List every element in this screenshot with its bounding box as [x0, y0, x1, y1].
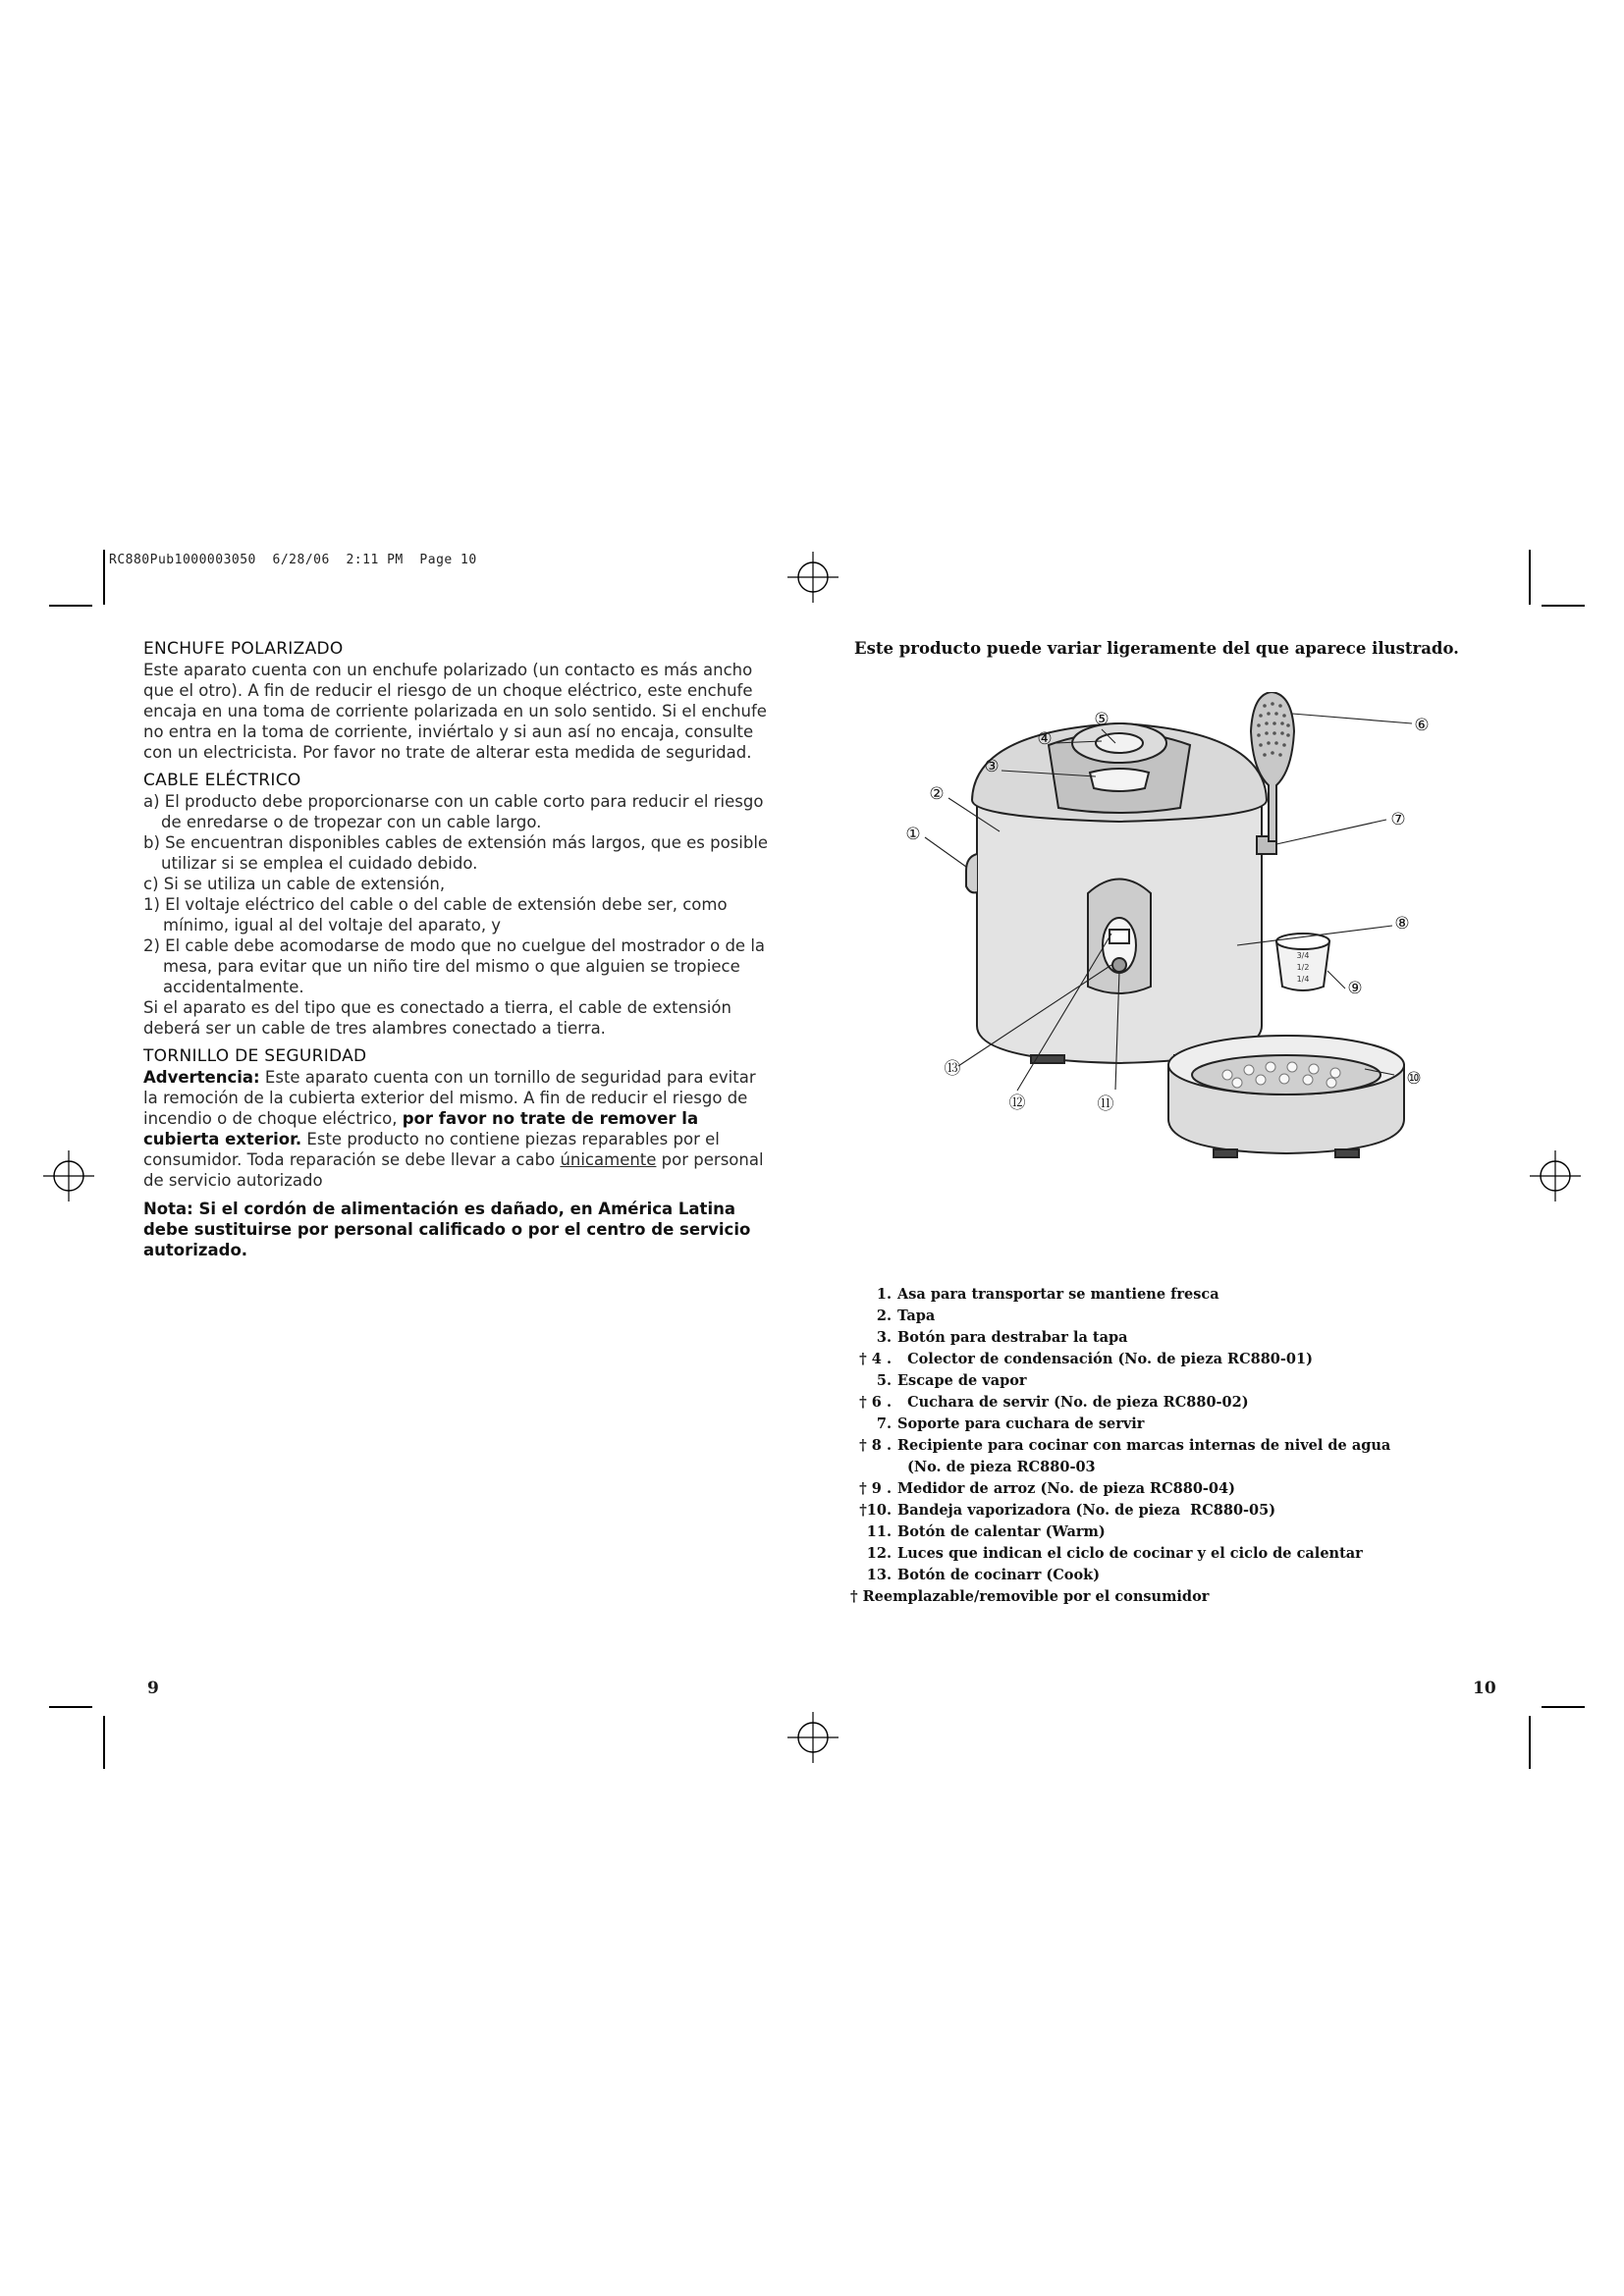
- list-item: [850, 1414, 1557, 1435]
- crop-mark: [49, 1706, 92, 1708]
- advertencia-label: Advertencia:: [143, 1068, 260, 1087]
- part-name: Cuchara de servir (No. de pieza RC880-02): [897, 1394, 1249, 1411]
- rice-cooker-diagram: [884, 692, 1434, 1202]
- part-number: † 9 .: [859, 1480, 892, 1497]
- carry-handle: [966, 854, 977, 892]
- crop-mark: [1542, 605, 1585, 607]
- list-item: [850, 1306, 1557, 1327]
- part-number: †10.: [859, 1502, 892, 1519]
- part-name: Botón para destrabar la tapa: [897, 1329, 1128, 1346]
- part-number: 7.: [876, 1415, 892, 1432]
- callout-2: ②: [929, 784, 945, 804]
- part-name: Bandeja vaporizadora (No. de pieza RC880-05): [897, 1502, 1276, 1519]
- tornillo-bold: por favor no trate de remover la cubierta exterior.: [143, 1109, 699, 1148]
- callout-3: ③: [984, 757, 1000, 776]
- list-item: [850, 1457, 1557, 1478]
- part-name: Botón de calentar (Warm): [897, 1523, 1106, 1540]
- footnote: † Reemplazable/removible por el consumidor: [850, 1588, 1210, 1605]
- part-name: Escape de vapor: [897, 1372, 1027, 1389]
- registration-mark: [1528, 1148, 1583, 1203]
- crop-mark: [103, 1716, 105, 1769]
- list-item: [850, 1370, 1557, 1392]
- cable-item-c: c) Si se utiliza un cable de extensión,: [143, 875, 446, 893]
- part-name: (No. de pieza RC880-03: [907, 1459, 1096, 1475]
- parts-list: [850, 1284, 1557, 1608]
- list-item: [850, 1435, 1557, 1457]
- part-number: 13.: [866, 1567, 892, 1583]
- crop-mark: [1529, 1716, 1531, 1769]
- part-number: 12.: [866, 1545, 892, 1562]
- page-number-left: 9: [147, 1679, 159, 1698]
- callout-8: ⑧: [1394, 914, 1410, 934]
- crop-mark: [1542, 1706, 1585, 1708]
- tornillo-text-2: Este producto no contiene piezas reparables por el consumidor. Toda reparación se debe llevar a cabo: [143, 1130, 720, 1169]
- part-name: Botón de cocinarr (Cook): [897, 1567, 1101, 1583]
- part-number: 3.: [876, 1329, 892, 1346]
- part-number: 5.: [876, 1372, 892, 1389]
- list-item: [850, 1543, 1557, 1565]
- list-item: [850, 1500, 1557, 1522]
- tornillo-text-3: por personal de servicio autorizado: [143, 1150, 764, 1190]
- tornillo-text-1: Este aparato cuenta con un tornillo de seguridad para evitar la remoción de la cubierta exterior del mismo. A fin de reducir el riesgo de incendio o de choque eléctrico,: [143, 1068, 756, 1128]
- list-item: [850, 1327, 1557, 1349]
- part-number: † 4 .: [859, 1351, 892, 1367]
- cup-mark: 3/4: [1296, 951, 1310, 960]
- part-number: † 8 .: [859, 1437, 892, 1454]
- callout-12: ⑫: [1008, 1094, 1026, 1113]
- part-number: † 6 .: [859, 1394, 892, 1411]
- callout-6: ⑥: [1414, 716, 1430, 735]
- intro-text: Este producto puede variar ligeramente del que aparece ilustrado.: [854, 639, 1459, 658]
- list-item: [850, 1522, 1557, 1543]
- heading-cable: CABLE ELÉCTRICO: [143, 771, 301, 790]
- lid-release-button: [1090, 769, 1149, 791]
- section-enchufe: [143, 639, 772, 763]
- part-name: Tapa: [897, 1308, 936, 1324]
- crop-mark: [103, 550, 105, 605]
- page-number-right: 10: [1473, 1679, 1496, 1698]
- enchufe-text: Este aparato cuenta con un enchufe polarizado (un contacto es más ancho que el otro). A fin de reducir el riesgo de un choque eléctrico, este enchufe encaja en una toma de corriente polarizada en un solo sentido. Si el enchufe no entra en la toma de corriente, inviértalo y si aun así no encaja, consulte con un electricista. Por favor no trate de alterar esta medida de seguridad.: [143, 661, 767, 762]
- crop-mark: [1529, 550, 1531, 605]
- cup-mark: 1/2: [1296, 963, 1310, 972]
- section-tornillo: [143, 1046, 772, 1191]
- part-name: Medidor de arroz (No. de pieza RC880-04): [897, 1480, 1235, 1497]
- cup-mark: 1/4: [1296, 975, 1310, 984]
- cable-item-b: b) Se encuentran disponibles cables de extensión más largos, que es posible utilizar si se emplea el cuidado debido.: [143, 833, 769, 873]
- part-name: Asa para transportar se mantiene fresca: [897, 1286, 1219, 1303]
- tornillo-text: [143, 1067, 772, 1191]
- callout-9: ⑨: [1347, 979, 1363, 998]
- callout-7: ⑦: [1390, 810, 1406, 829]
- cable-tierra-text: Si el aparato es del tipo que es conectado a tierra, el cable de extensión deberá ser un cable de tres alambres conectado a tierra.: [143, 998, 731, 1038]
- cable-item-c1: 1) El voltaje eléctrico del cable o del cable de extensión debe ser, como mínimo, igual al del voltaje del aparato, y: [143, 895, 728, 934]
- print-slug: RC880Pub1000003050 6/28/06 2:11 PM Page 10: [109, 553, 477, 567]
- part-name: Recipiente para cocinar con marcas internas de nivel de agua: [897, 1437, 1391, 1454]
- nota-text: Nota: Si el cordón de alimentación es dañado, en América Latina debe sustituirse por personal calificado o por el centro de servicio autorizado.: [143, 1200, 751, 1259]
- callout-10: ⑩: [1406, 1069, 1422, 1089]
- list-item: [850, 1392, 1557, 1414]
- part-number: 2.: [876, 1308, 892, 1324]
- cook-button: [1112, 958, 1126, 972]
- callout-13: ⑬: [944, 1059, 961, 1079]
- callout-1: ①: [905, 825, 921, 844]
- list-item: [850, 1349, 1557, 1370]
- callout-4: ④: [1037, 729, 1053, 749]
- part-name: Luces que indican el ciclo de cocinar y el ciclo de calentar: [897, 1545, 1363, 1562]
- indicator-lights: [1110, 930, 1129, 943]
- list-item: [850, 1565, 1557, 1586]
- list-item: [850, 1284, 1557, 1306]
- left-column: [143, 639, 772, 1260]
- part-name: Soporte para cuchara de servir: [897, 1415, 1145, 1432]
- part-name: Colector de condensación (No. de pieza RC880-01): [897, 1351, 1313, 1367]
- list-item: [850, 1478, 1557, 1500]
- registration-mark: [785, 550, 840, 605]
- part-number: 1.: [876, 1286, 892, 1303]
- part-number: 11.: [866, 1523, 892, 1540]
- section-cable: [143, 771, 772, 1039]
- crop-mark: [49, 605, 92, 607]
- callout-5: ⑤: [1094, 710, 1110, 729]
- registration-mark: [785, 1710, 840, 1765]
- callout-11: ⑪: [1097, 1095, 1114, 1114]
- tornillo-underlined: únicamente: [560, 1150, 657, 1169]
- cable-item-c2: 2) El cable debe acomodarse de modo que no cuelgue del mostrador o de la mesa, para evitar que un niño tire del mismo o que alguien se tropiece accidentalmente.: [143, 936, 766, 996]
- heading-enchufe: ENCHUFE POLARIZADO: [143, 639, 344, 659]
- registration-mark: [41, 1148, 96, 1203]
- heading-tornillo: TORNILLO DE SEGURIDAD: [143, 1046, 367, 1066]
- cable-item-a: a) El producto debe proporcionarse con un cable corto para reducir el riesgo de enredarse o de tropezar con un cable largo.: [143, 792, 764, 831]
